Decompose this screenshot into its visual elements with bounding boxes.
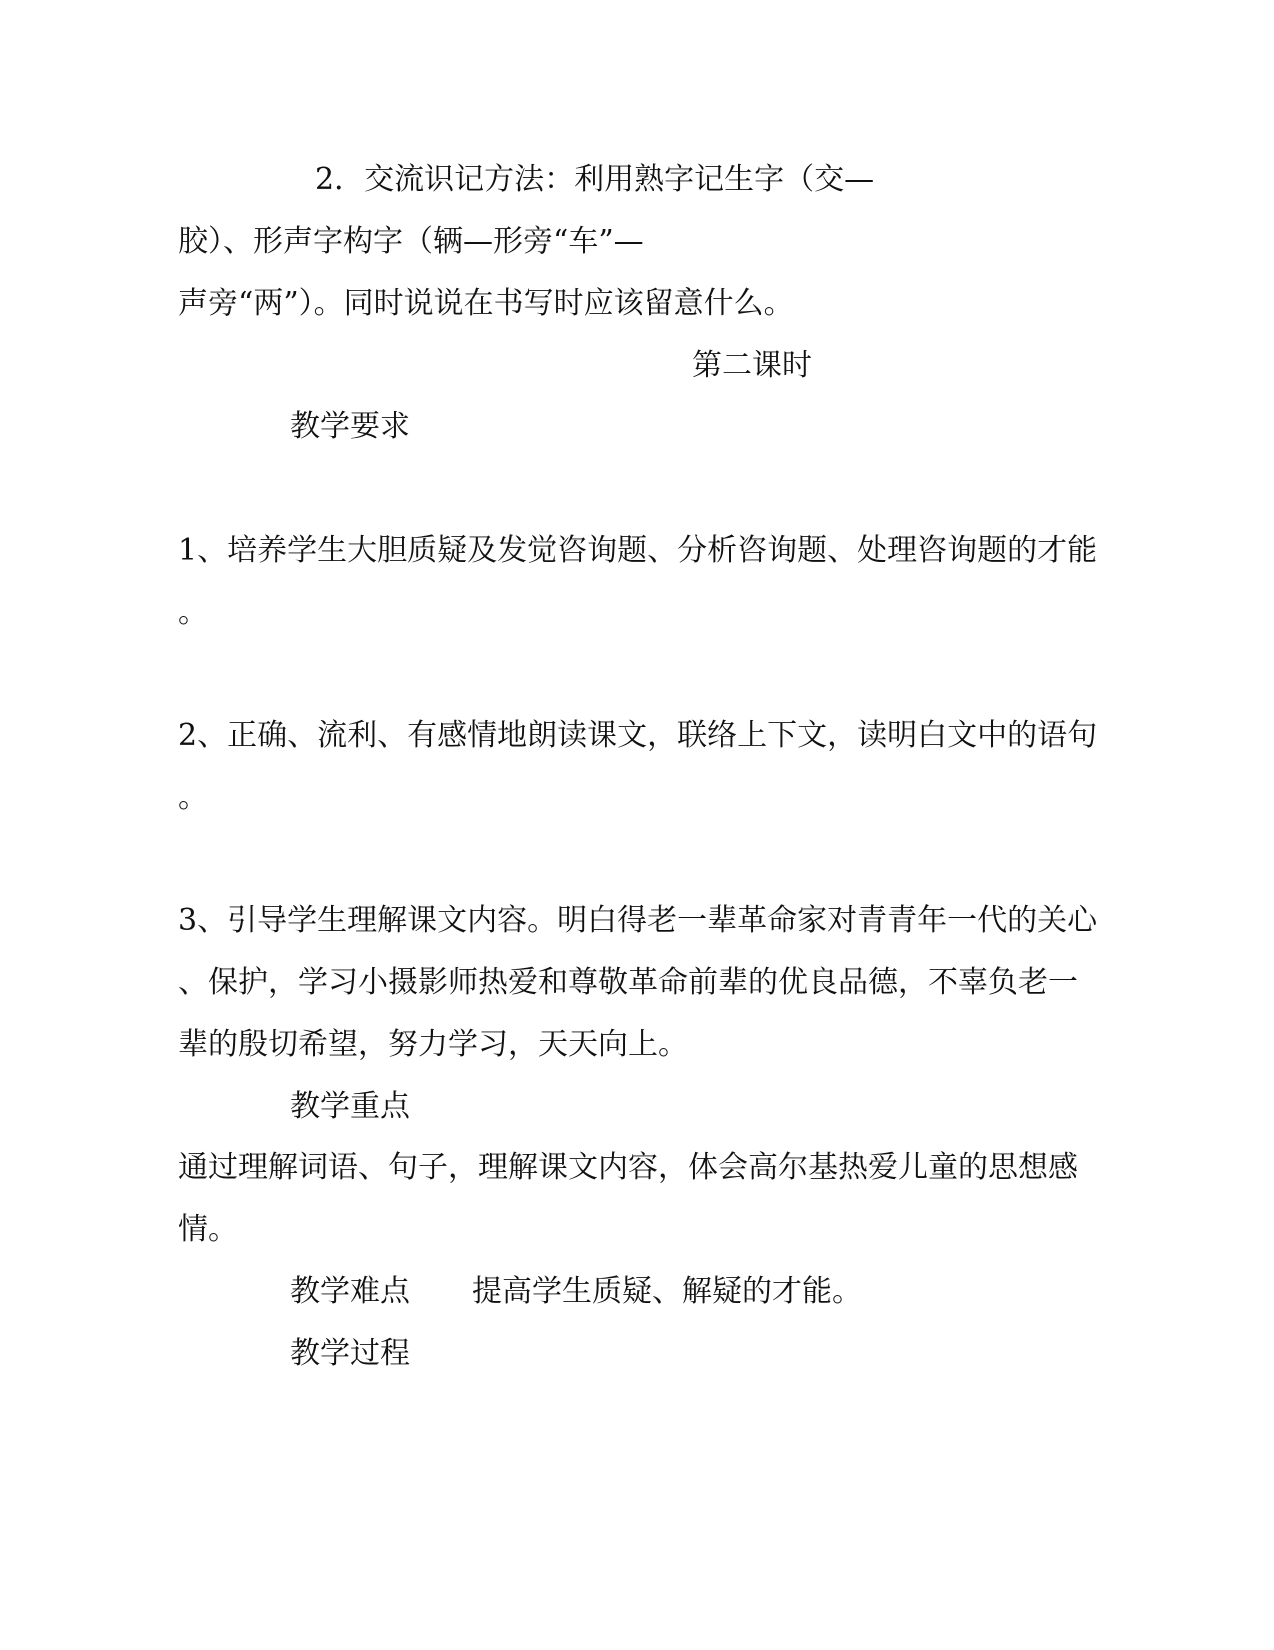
- key-points-line-2: 情。: [178, 1212, 238, 1247]
- paragraph-2-line-2: 胶）、形声字构字（辆—形旁“车”—: [178, 224, 644, 259]
- paragraph-2-line-3: 声旁“两”）。同时说说在书写时应该留意什么。: [178, 286, 794, 321]
- key-points-line-1: 通过理解词语、句子，理解课文内容，体会高尔基热爱儿童的思想感: [178, 1150, 1078, 1185]
- difficulty-heading: 教学难点: [290, 1274, 410, 1309]
- lesson-title: 第二课时: [692, 348, 812, 383]
- paragraph-2-line-1: 2．交流识记方法：利用熟字记生字（交—: [315, 162, 875, 197]
- requirement-2-line-1: 2、正确、流利、有感情地朗读课文，联络上下文，读明白文中的语句: [178, 718, 1098, 753]
- requirements-heading: 教学要求: [290, 409, 410, 444]
- requirement-1-line-2: 。: [178, 595, 208, 630]
- requirement-1-line-1: 1、培养学生大胆质疑及发觉咨询题、分析咨询题、处理咨询题的才能: [178, 533, 1098, 568]
- key-points-heading: 教学重点: [290, 1089, 410, 1124]
- difficulty-text: 提高学生质疑、解疑的才能。: [472, 1274, 862, 1309]
- requirement-2-line-2: 。: [178, 780, 208, 815]
- requirement-3-line-1: 3、引导学生理解课文内容。明白得老一辈革命家对青青年一代的关心: [178, 903, 1098, 938]
- requirement-3-line-3: 辈的殷切希望，努力学习，天天向上。: [178, 1027, 688, 1062]
- process-heading: 教学过程: [290, 1336, 410, 1371]
- requirement-3-line-2: 、保护，学习小摄影师热爱和尊敬革命前辈的优良品德，不辜负老一: [178, 965, 1078, 1000]
- difficulty-line: [290, 1274, 862, 1310]
